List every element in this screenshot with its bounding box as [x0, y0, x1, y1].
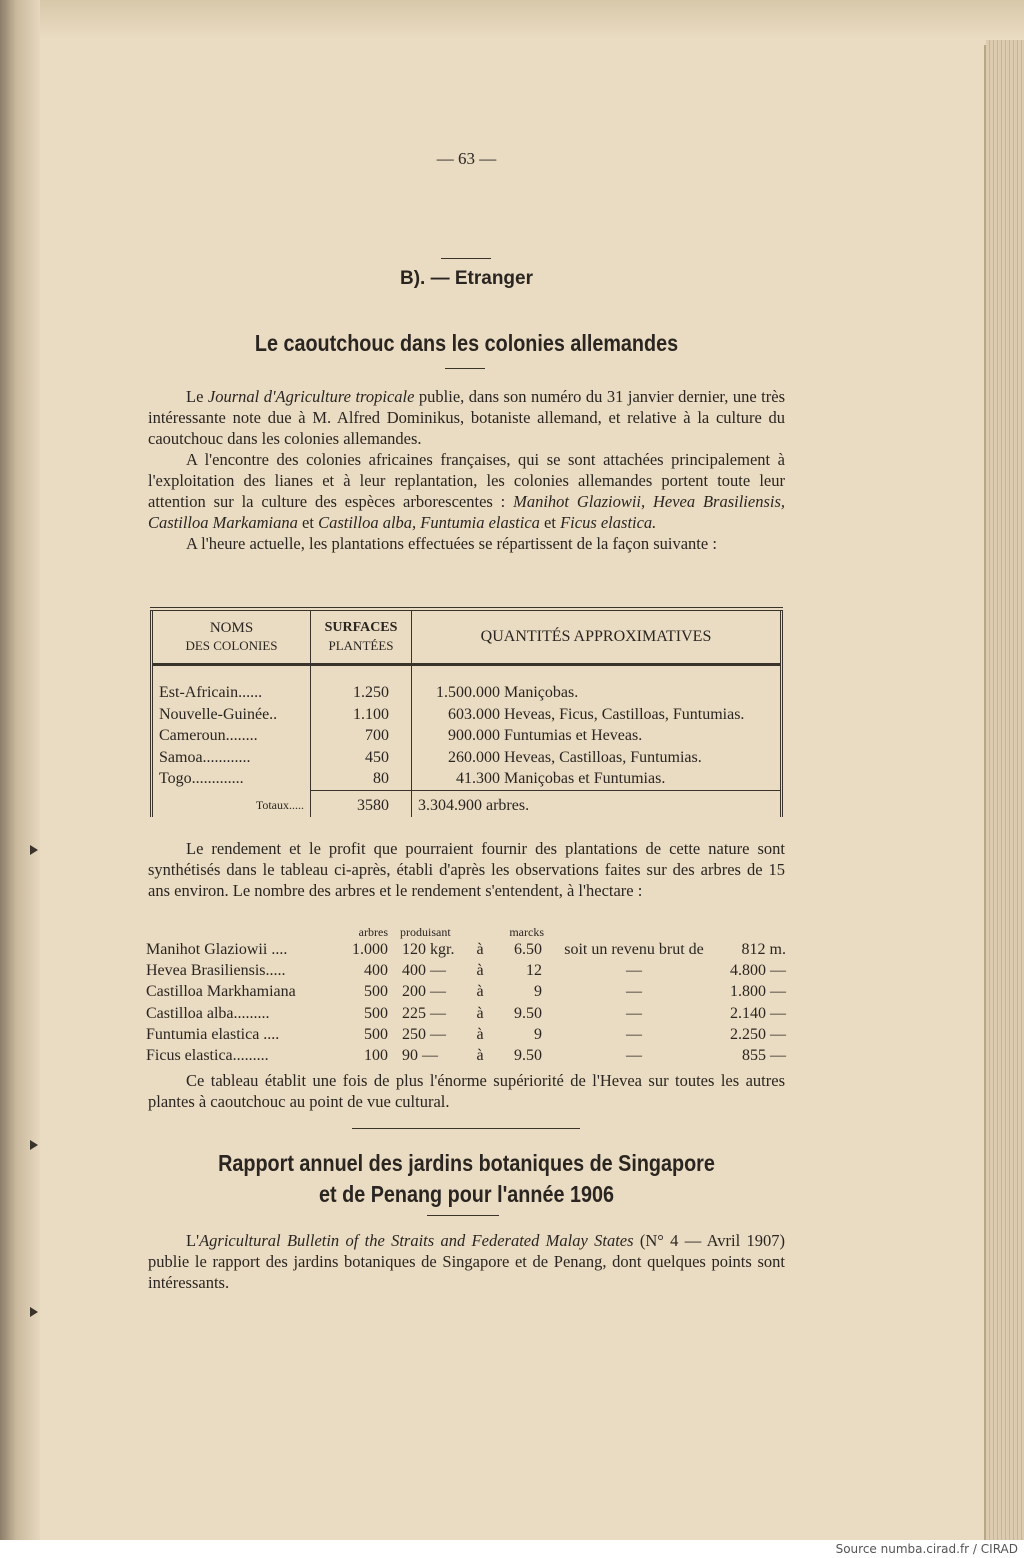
- col-header: produisant: [400, 925, 451, 939]
- at: à: [476, 941, 484, 958]
- total-desc: arbres.: [486, 796, 530, 814]
- text: et: [539, 513, 561, 532]
- journal-title: Journal d'Agriculture tropicale: [207, 387, 415, 406]
- species-desc: Heveas, Castilloas, Funtumias.: [504, 748, 702, 766]
- article-title: Le caoutchouc dans les colonies allemandes: [254, 330, 679, 356]
- table-row: [146, 981, 786, 1002]
- production: 400 —: [402, 962, 446, 980]
- colony-name: Est-Africain......: [152, 682, 311, 704]
- divider: [352, 1128, 580, 1129]
- text: publie, dans son numéro du 31 janvier dernier, une très intéressante note due à M. Alfred Dominikus, botaniste allemand, et relative à la culture du caoutchouc dans les colonies allemandes.: [148, 387, 786, 448]
- colony-name: Togo.............: [152, 768, 311, 790]
- revenue-label: —: [626, 1047, 642, 1065]
- paragraph: [148, 449, 785, 533]
- col-header: marcks: [509, 925, 544, 939]
- text: (N° 4 — Avril 1907) publie le rapport des jardins botaniques de Singapore et de Penang, dont quelques points sont intéressants.: [148, 1231, 785, 1292]
- production: 250 —: [402, 1025, 446, 1043]
- revenue: 2.140 —: [730, 1004, 786, 1022]
- revenue: 1.800 —: [730, 983, 786, 1001]
- binding-mark: [30, 1307, 38, 1317]
- table-row: [152, 682, 782, 704]
- trees: 500: [364, 983, 388, 1001]
- price-marcks: 12: [526, 962, 542, 980]
- quantity: 603.000: [448, 705, 500, 723]
- trees: 500: [364, 1025, 388, 1043]
- section-heading: B). — Etranger: [399, 268, 534, 289]
- price-marcks: 9.50: [514, 1047, 542, 1065]
- paragraph: Ce tableau établit une fois de plus l'énorme supériorité de l'Hevea sur toutes les autres plantes à caoutchouc au point de vue cultural.: [148, 1071, 785, 1111]
- revenue-label: —: [626, 962, 642, 980]
- table-row: [152, 768, 782, 790]
- revenue: 2.250 —: [730, 1025, 786, 1043]
- divider: [427, 1215, 499, 1216]
- article-body: [148, 386, 785, 554]
- divider: [441, 258, 491, 259]
- article-body: [148, 838, 785, 901]
- species-desc: Maniçobas et Funtumias.: [504, 770, 666, 787]
- production: 200 —: [402, 983, 446, 1001]
- species-name: Funtumia elastica ....: [146, 1025, 280, 1043]
- table-total-row: [152, 790, 782, 817]
- divider: [445, 368, 485, 369]
- colony-name: Cameroun........: [152, 725, 311, 747]
- species: Ficus elastica.: [560, 513, 657, 532]
- plantations-table: [150, 607, 783, 817]
- quantity: 41.300: [456, 770, 500, 787]
- table-row: [152, 704, 782, 726]
- page-number: — 63 —: [436, 149, 497, 168]
- revenue-label: —: [626, 1025, 642, 1043]
- colony-name: Nouvelle-Guinée..: [152, 704, 311, 726]
- surface: 1.100: [311, 704, 412, 726]
- price-marcks: 9.50: [514, 1004, 542, 1022]
- price-marcks: 9: [534, 983, 542, 1001]
- table-header: [152, 609, 782, 665]
- surface: 700: [311, 725, 412, 747]
- trees: 1.000: [352, 941, 388, 958]
- text: L': [186, 1231, 200, 1250]
- bulletin-title: Agricultural Bulletin of the Straits and Federated Malay States: [199, 1231, 634, 1250]
- revenue-label: —: [626, 983, 642, 1001]
- page-top-shadow: [40, 0, 1024, 40]
- binding-mark: [30, 1140, 38, 1150]
- species-desc: Maniçobas.: [504, 684, 579, 701]
- col-subheader: DES COLONIES: [185, 638, 278, 653]
- quantity: 260.000: [448, 748, 500, 766]
- table-row: [146, 1003, 786, 1024]
- species-name: Hevea Brasiliensis.....: [146, 962, 286, 980]
- article-body: [148, 1070, 785, 1112]
- paragraph: Le rendement et le profit que pourraient fournir des plantations de cette nature sont synthétisés dans le tableau ci-après, établi d'après les observations faites sur des arbres de 15 ans environ. Le nombre des arbres et le rendement s'entendent, à l'hectare :: [148, 839, 785, 900]
- species: Manihot Glaziowii, Hevea Brasiliensis, Castilloa Markamiana: [148, 492, 785, 532]
- price-marcks: 6.50: [514, 941, 542, 958]
- table-row: [146, 1045, 786, 1066]
- species-name: Manihot Glaziowii ....: [146, 941, 288, 958]
- species-name: Castilloa Markhamiana: [146, 983, 296, 1001]
- total-qty: 3.304.900: [418, 796, 482, 814]
- production: 120 kgr.: [402, 941, 455, 958]
- species-name: Ficus elastica.........: [146, 1047, 269, 1065]
- table-header: [146, 925, 786, 939]
- page-edge-line: [984, 45, 986, 1540]
- text: A l'encontre des colonies africaines françaises, qui se sont attachées principalement à l'exploitation des lianes et à leur replantation, les colonies allemandes portent toute leur attention sur la culture des espèces arborescentes :: [148, 450, 785, 511]
- total-label: Totaux.....: [255, 798, 304, 812]
- table-row: [152, 747, 782, 769]
- title-line: Rapport annuel des jardins botaniques de Singapore: [218, 1150, 715, 1176]
- col-header: arbres: [358, 925, 388, 939]
- revenue: 812 m.: [741, 941, 786, 958]
- quantity: 1.500.000: [436, 684, 500, 701]
- paragraph: [148, 1230, 785, 1293]
- at: à: [476, 1047, 484, 1065]
- surface: 450: [311, 747, 412, 769]
- production: 90 —: [402, 1047, 438, 1065]
- revenue-label: soit un revenu brut de: [564, 941, 704, 958]
- article2-title: [193, 1148, 741, 1210]
- quantity: 900.000: [448, 727, 500, 744]
- table-row: [146, 1024, 786, 1045]
- source-credit: Source numba.cirad.fr / CIRAD: [835, 1542, 1018, 1556]
- species-name: Castilloa alba.........: [146, 1004, 270, 1022]
- page-stack-edge: [986, 40, 1024, 1540]
- table-row: [152, 725, 782, 747]
- revenue: 4.800 —: [730, 962, 786, 980]
- table-row: [146, 960, 786, 981]
- table-row: [146, 939, 786, 960]
- col-header: NOMS: [209, 620, 254, 636]
- col-header: SURFACES: [324, 620, 398, 635]
- species: Castilloa alba, Funtumia elastica: [318, 513, 540, 532]
- species-desc: Heveas, Ficus, Castilloas, Funtumias.: [504, 705, 745, 723]
- total-surface: 3580: [311, 790, 412, 817]
- surface: 80: [311, 768, 412, 790]
- title-line: et de Penang pour l'année 1906: [319, 1181, 614, 1207]
- species-desc: Funtumias et Heveas.: [504, 727, 643, 744]
- trees: 400: [364, 962, 388, 980]
- text: et: [297, 513, 319, 532]
- binding-mark: [30, 845, 38, 855]
- paragraph: A l'heure actuelle, les plantations effectuées se répartissent de la façon suivante :: [186, 534, 717, 553]
- trees: 500: [364, 1004, 388, 1022]
- at: à: [476, 1004, 484, 1022]
- yield-table: [146, 925, 786, 1066]
- trees: 100: [364, 1047, 388, 1065]
- surface: 1.250: [311, 682, 412, 704]
- at: à: [476, 1025, 484, 1043]
- article2-body: [148, 1230, 785, 1293]
- revenue: 855 —: [742, 1047, 786, 1065]
- colony-name: Samoa............: [152, 747, 311, 769]
- at: à: [476, 962, 484, 980]
- production: 225 —: [402, 1004, 446, 1022]
- paragraph: [148, 386, 785, 449]
- col-subheader: PLANTÉES: [328, 638, 394, 653]
- at: à: [476, 983, 484, 1001]
- text: Le: [186, 387, 208, 406]
- price-marcks: 9: [534, 1025, 542, 1043]
- revenue-label: —: [626, 1004, 642, 1022]
- col-header: QUANTITÉS APPROXIMATIVES: [412, 609, 782, 665]
